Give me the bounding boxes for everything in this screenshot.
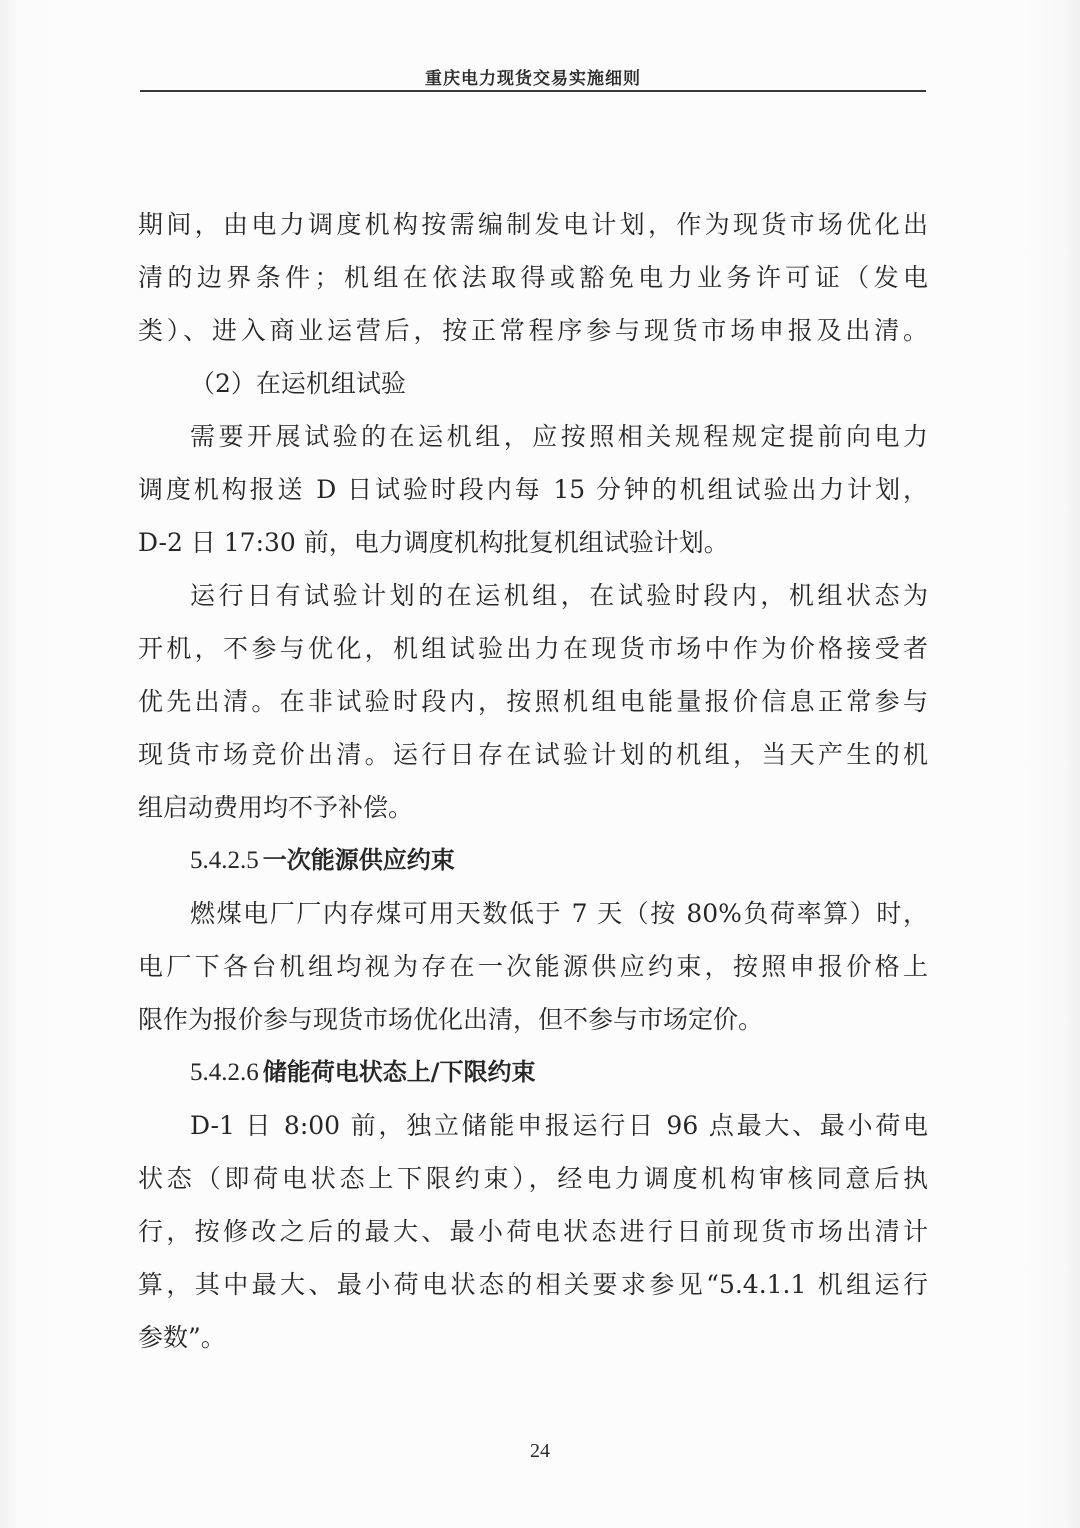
text-line: 行，按修改之后的最大、最小荷电状态进行日前现货市场出清计: [138, 1217, 928, 1246]
page-header: [140, 60, 926, 92]
text-line: 算，其中最大、最小荷电状态的相关要求参见“5.4.1.1 机组运行: [138, 1270, 928, 1299]
page-number: 24: [530, 1440, 550, 1462]
section-title: 一次能源供应约束: [262, 846, 455, 874]
text-line: 参数”。: [138, 1323, 226, 1352]
paragraph-group-intro: [138, 198, 928, 834]
section-number: 5.4.2.5: [190, 847, 259, 874]
text-line: 开机，不参与优化，机组试验出力在现货市场中作为价格接受者: [138, 634, 928, 663]
section-heading-5-4-2-5: [138, 834, 928, 887]
section-title: 储能荷电状态上/下限约束: [262, 1058, 536, 1086]
text-line: 需要开展试验的在运机组，应按照相关规程规定提前向电力: [190, 422, 928, 451]
text-line: 限作为报价参与现货市场优化出清，但不参与市场定价。: [138, 1005, 764, 1034]
section-heading-5-4-2-6: [138, 1046, 928, 1099]
text-line: 运行日有试验计划的在运机组，在试验时段内，机组状态为: [190, 581, 928, 610]
section-number: 5.4.2.6: [190, 1059, 259, 1086]
text-line: 现货市场竞价出清。运行日存在试验计划的机组，当天产生的机: [138, 740, 928, 769]
text-line: 组启动费用均不予补偿。: [138, 793, 414, 822]
text-line: 优先出清。在非试验时段内，按照机组电能量报价信息正常参与: [138, 687, 928, 716]
text-line: 清的边界条件；机组在依法取得或豁免电力业务许可证（发电: [138, 263, 928, 292]
text-line: D-2 日 17:30 前，电力调度机构批复机组试验计划。: [138, 528, 729, 557]
paragraph-group-5-4-2-6: [138, 1099, 928, 1364]
text-line: 燃煤电厂厂内存煤可用天数低于 7 天（按 80%负荷率算）时，: [190, 899, 928, 928]
text-line: 期间，由电力调度机构按需编制发电计划，作为现货市场优化出: [138, 210, 928, 239]
text-line: D-1 日 8:00 前，独立储能申报运行日 96 点最大、最小荷电: [190, 1111, 928, 1140]
text-line: 状态（即荷电状态上下限约束），经电力调度机构审核同意后执: [138, 1164, 928, 1193]
body-text: [138, 198, 928, 1364]
text-line: 调度机构报送 D 日试验时段内每 15 分钟的机组试验出力计划，: [138, 475, 928, 504]
document-title: 重庆电力现货交易实施细则: [425, 69, 641, 89]
text-line: （2）在运机组试验: [190, 369, 406, 398]
text-line: 电厂下各台机组均视为存在一次能源供应约束，按照申报价格上: [138, 952, 928, 981]
text-line: 类）、进入商业运营后，按正常程序参与现货市场申报及出清。: [138, 316, 928, 345]
paragraph-group-5-4-2-5: [138, 887, 928, 1046]
